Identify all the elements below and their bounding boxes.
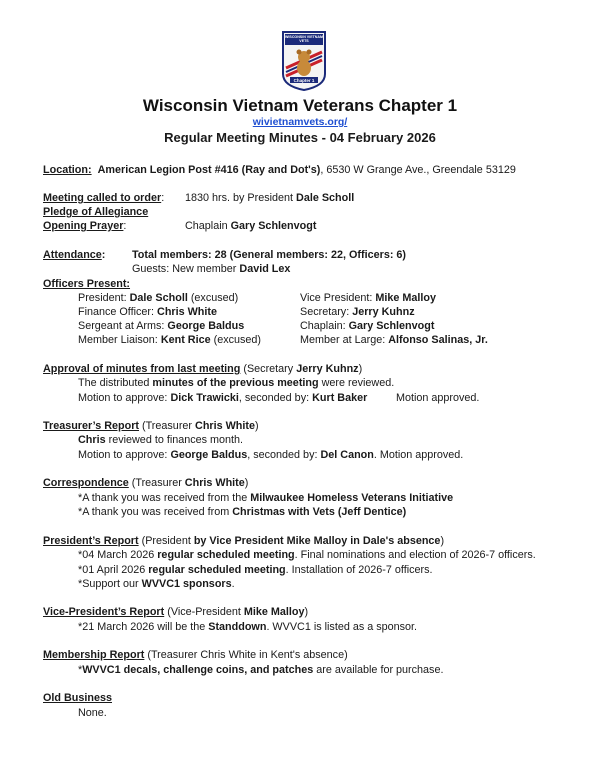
attendance-guests: Guests: New member David Lex xyxy=(132,263,291,275)
correspondence-heading: Correspondence (Treasurer Chris White) xyxy=(43,477,249,489)
correspondence-line-1: *A thank you was received from the Milwaukee Homeless Veterans Initiative xyxy=(78,492,454,504)
officer-left-1: President: Dale Scholl (excused) xyxy=(78,292,239,304)
officer-right-3: Chaplain: Gary Schlenvogt xyxy=(300,320,435,332)
page-title: Wisconsin Vietnam Veterans Chapter 1 xyxy=(142,96,458,115)
logo-text-bottom: Chapter 1 xyxy=(293,77,315,83)
approval-line-2: Motion to approve: Dick Trawicki, seconded by: Kurt Baker xyxy=(78,392,368,404)
logo-text-top: WISCONSIN VIETNAM VETS xyxy=(285,35,323,44)
officer-left-2: Finance Officer: Chris White xyxy=(78,306,217,318)
treasurer-line-1: Chris reviewed to finances month. xyxy=(78,434,244,446)
officer-right-1: Vice President: Mike Malloy xyxy=(300,292,437,304)
correspondence-line-2: *A thank you was received from Christmas with Vets (Jeff Dentice) xyxy=(78,506,407,518)
president-heading: President’s Report (President by Vice President Mike Malloy in Dale's absence) xyxy=(43,535,445,547)
officers-label: Officers Present: xyxy=(43,278,131,290)
website-link[interactable]: wivietnamvets.org/ xyxy=(252,116,348,128)
attendance-label: Attendance: xyxy=(43,249,106,261)
president-line-3: *Support our WVVC1 sponsors. xyxy=(78,578,235,590)
chapter-logo xyxy=(281,30,327,92)
old-business-line-1: None. xyxy=(78,707,107,719)
treasurer-line-2: Motion to approve: George Baldus, seconded by: Del Canon. Motion approved. xyxy=(78,449,464,461)
membership-heading: Membership Report (Treasurer Chris White in Kent's absence) xyxy=(43,649,348,661)
pledge-label: Pledge of Allegiance xyxy=(43,206,149,218)
called-to-order-label: Meeting called to order: xyxy=(43,192,165,204)
president-line-2: *01 April 2026 regular scheduled meeting. Installation of 2026-7 officers. xyxy=(78,564,433,576)
vice-president-heading: Vice-President’s Report (Vice-President Mike Malloy) xyxy=(43,606,309,618)
location-venue: American Legion Post #416 (Ray and Dot's) xyxy=(97,164,321,176)
prayer-text: Chaplain Gary Schlenvogt xyxy=(185,220,317,232)
officer-left-4: Member Liaison: Kent Rice (excused) xyxy=(78,334,262,346)
old-business-heading: Old Business xyxy=(43,692,112,704)
officer-right-2: Secretary: Jerry Kuhnz xyxy=(300,306,415,318)
membership-line-1: *WVVC1 decals, challenge coins, and patches are available for purchase. xyxy=(78,664,444,676)
location-line xyxy=(43,164,516,176)
president-line-1: *04 March 2026 regular scheduled meeting. Final nominations and election of 2026-7 officers. xyxy=(78,549,536,561)
prayer-label: Opening Prayer: xyxy=(43,220,127,232)
meeting-subtitle: Regular Meeting Minutes - 04 February 2026 xyxy=(164,130,436,145)
officer-right-4: Member at Large: Alfonso Salinas, Jr. xyxy=(300,334,488,346)
treasurer-heading: Treasurer’s Report (Treasurer Chris White) xyxy=(43,420,259,432)
location-label: Location: xyxy=(43,164,92,176)
approval-heading: Approval of minutes from last meeting (Secretary Jerry Kuhnz) xyxy=(43,363,363,375)
attendance-total: Total members: 28 (General members: 22, Officers: 6) xyxy=(132,249,407,261)
vice-president-line-1: *21 March 2026 will be the Standdown. WVVC1 is listed as a sponsor. xyxy=(78,621,418,633)
officer-left-3: Sergeant at Arms: George Baldus xyxy=(78,320,245,332)
called-to-order-text: 1830 hrs. by President Dale Scholl xyxy=(185,192,355,204)
approval-line-1: The distributed minutes of the previous meeting were reviewed. xyxy=(78,377,395,389)
approval-result: Motion approved. xyxy=(396,392,480,404)
location-address: , 6530 W Grange Ave., Greendale 53129 xyxy=(320,164,516,176)
